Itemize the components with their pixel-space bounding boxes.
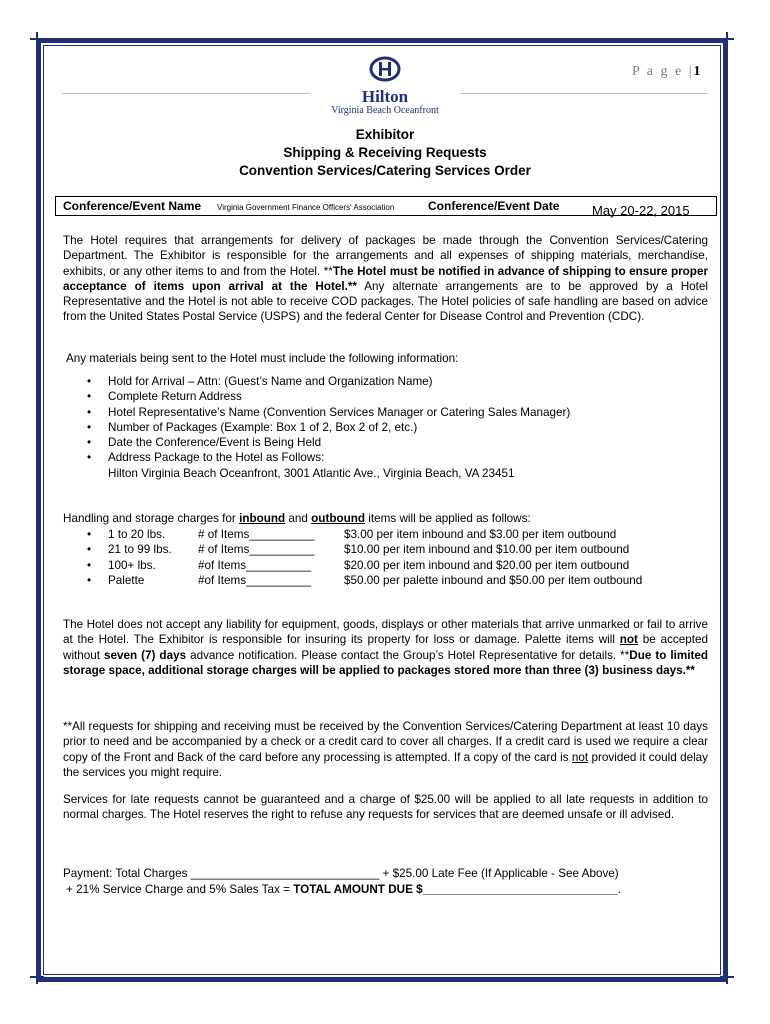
hilton-logo bbox=[310, 56, 460, 117]
charges-list bbox=[63, 527, 642, 588]
corner-ornament bbox=[720, 32, 734, 46]
outbound-label: outbound bbox=[311, 512, 366, 525]
page-border-inner bbox=[43, 45, 721, 975]
total-amount-due[interactable]: TOTAL AMOUNT DUE $______________________________ bbox=[293, 883, 618, 896]
event-date-value[interactable]: May 20-22, 2015 bbox=[592, 203, 690, 218]
requests-text: **All requests for shipping and receiving must be received by the Convention Services/Catering Department at least 10 days prior to need and be accompanied by a check or a credit card to cover all charges. If a credit card is used we require a clear copy of the Front and Back of the card before any processing is attempted. If a copy of the card is bbox=[63, 720, 708, 764]
liability-text: The Hotel does not accept any liability for equipment, goods, displays or other materials that arrive unmarked or fail to arrive at the Hotel. The Exhibitor is responsible for insuring its property for loss or damage. Palette items will bbox=[63, 618, 708, 647]
materials-lead: Any materials being sent to the Hotel must include the following information: bbox=[66, 352, 459, 365]
logo-subtitle: Virginia Beach Oceanfront bbox=[331, 105, 439, 116]
intro-paragraph bbox=[63, 233, 708, 325]
charge-items-field[interactable]: # of Items__________ bbox=[198, 543, 315, 557]
charge-row bbox=[63, 542, 642, 557]
page-number bbox=[632, 64, 701, 80]
list-item: • Date the Conference/Event is Being Held bbox=[63, 435, 570, 450]
not-emphasis: not bbox=[619, 633, 638, 647]
event-date-label: Conference/Event Date bbox=[428, 199, 560, 213]
event-name-label: Conference/Event Name bbox=[63, 199, 202, 213]
seven-days-emphasis: seven (7) days bbox=[104, 648, 187, 662]
charge-items-field[interactable]: #of Items__________ bbox=[198, 558, 312, 572]
charges-lead bbox=[63, 511, 708, 526]
intro-text: The Hotel requires that arrangements for delivery of packages be made through the Convention Services/Catering Department. The Exhibitor is responsible for the arrangements and all expenses of shipping materials, merchandise, exhibits, or any other items to and from the Hotel. ** bbox=[63, 234, 708, 278]
materials-list bbox=[63, 374, 570, 466]
logo-brand: Hilton bbox=[361, 87, 409, 106]
charge-rate: $3.00 per item inbound and $3.00 per item outbound bbox=[344, 528, 617, 541]
charge-rate: $10.00 per item inbound and $10.00 per item outbound bbox=[344, 543, 630, 557]
charge-weight: 21 to 99 lbs. bbox=[108, 543, 172, 557]
list-item: • Hotel Representative’s Name (Convention Services Manager or Catering Sales Manager) bbox=[63, 405, 570, 420]
corner-ornament bbox=[720, 970, 734, 984]
charge-weight: 100+ lbs. bbox=[108, 558, 156, 572]
payment-text: + 21% Service Charge and 5% Sales Tax = bbox=[66, 883, 294, 896]
hilton-emblem-icon bbox=[368, 56, 402, 82]
liability-paragraph bbox=[63, 617, 708, 678]
corner-ornament bbox=[30, 970, 44, 984]
event-name-value[interactable]: Virginia Government Finance Officers' Association bbox=[217, 203, 395, 212]
liability-text-3: advance notification. Please contact the Group’s Hotel Representative for details. ** bbox=[186, 648, 630, 662]
requests-text-2: provided it could delay the services you might require. bbox=[63, 750, 709, 779]
and-text: and bbox=[285, 512, 312, 525]
list-item: • Complete Return Address bbox=[63, 389, 570, 404]
page-label: P a g e | bbox=[632, 64, 694, 79]
list-item: • Hold for Arrival – Attn: (Guest’s Name and Organization Name) bbox=[63, 374, 570, 389]
title-line-2: Shipping & Receiving Requests bbox=[283, 145, 487, 160]
charge-rate: $20.00 per item inbound and $20.00 per item outbound bbox=[344, 558, 630, 572]
charges-lead-text-2: items will be applied as follows: bbox=[365, 512, 531, 525]
not-emphasis: not bbox=[571, 750, 589, 764]
late-requests-paragraph: Services for late requests cannot be guaranteed and a charge of $25.00 will be applied to all late requests in addition to normal charges. The Hotel reserves the right to refuse any requests for services that are deemed unsafe or ill advised. bbox=[63, 793, 708, 822]
liability-text-2: be accepted without bbox=[63, 633, 708, 662]
charge-items-field[interactable]: #of Items__________ bbox=[198, 573, 312, 587]
storage-warning: Due to limited storage space, additional storage charges will be applied to packages stored more than three (3) business days.** bbox=[63, 648, 709, 677]
title-line-1: Exhibitor bbox=[355, 127, 415, 142]
payment-line-1[interactable]: Payment: Total Charges _____________________________ + $25.00 Late Fee (If Applicable - See Above) bbox=[63, 867, 619, 880]
charge-rate: $50.00 per palette inbound and $50.00 per item outbound bbox=[344, 573, 643, 587]
title-line-3: Convention Services/Catering Services Order bbox=[239, 163, 531, 178]
charge-weight: Palette bbox=[108, 573, 145, 587]
charge-items-field[interactable]: # of Items__________ bbox=[198, 528, 315, 541]
list-item: • Number of Packages (Example: Box 1 of 2, Box 2 of 2, etc.) bbox=[63, 420, 570, 435]
intro-bold-text: The Hotel must be notified in advance of shipping to ensure proper acceptance of items upon arrival at the Hotel.** bbox=[63, 264, 708, 293]
requests-paragraph bbox=[63, 719, 708, 780]
list-item: • Address Package to the Hotel as Follows: bbox=[63, 450, 570, 465]
charge-row bbox=[63, 527, 642, 542]
page-number-value: 1 bbox=[693, 64, 701, 79]
charge-row bbox=[63, 558, 642, 573]
intro-text-2: Any alternate arrangements are to be approved by a Hotel Representative and the Hotel is not able to receive COD packages. The Hotel policies of safe handling are based on advice from the United States Postal Service (USPS) and the federal Center for Disease Control and Prevention (CDC). bbox=[63, 279, 708, 324]
hotel-address: Hilton Virginia Beach Oceanfront, 3001 Atlantic Ave., Virginia Beach, VA 23451 bbox=[108, 467, 515, 480]
charges-lead-text: Handling and storage charges for bbox=[63, 512, 240, 525]
inbound-label: inbound bbox=[239, 512, 286, 525]
charge-row bbox=[63, 573, 642, 588]
corner-ornament bbox=[30, 32, 44, 46]
payment-end: . bbox=[617, 883, 621, 896]
payment-line-2[interactable] bbox=[66, 882, 711, 897]
event-info-box bbox=[55, 196, 717, 216]
charge-weight: 1 to 20 lbs. bbox=[108, 528, 166, 541]
